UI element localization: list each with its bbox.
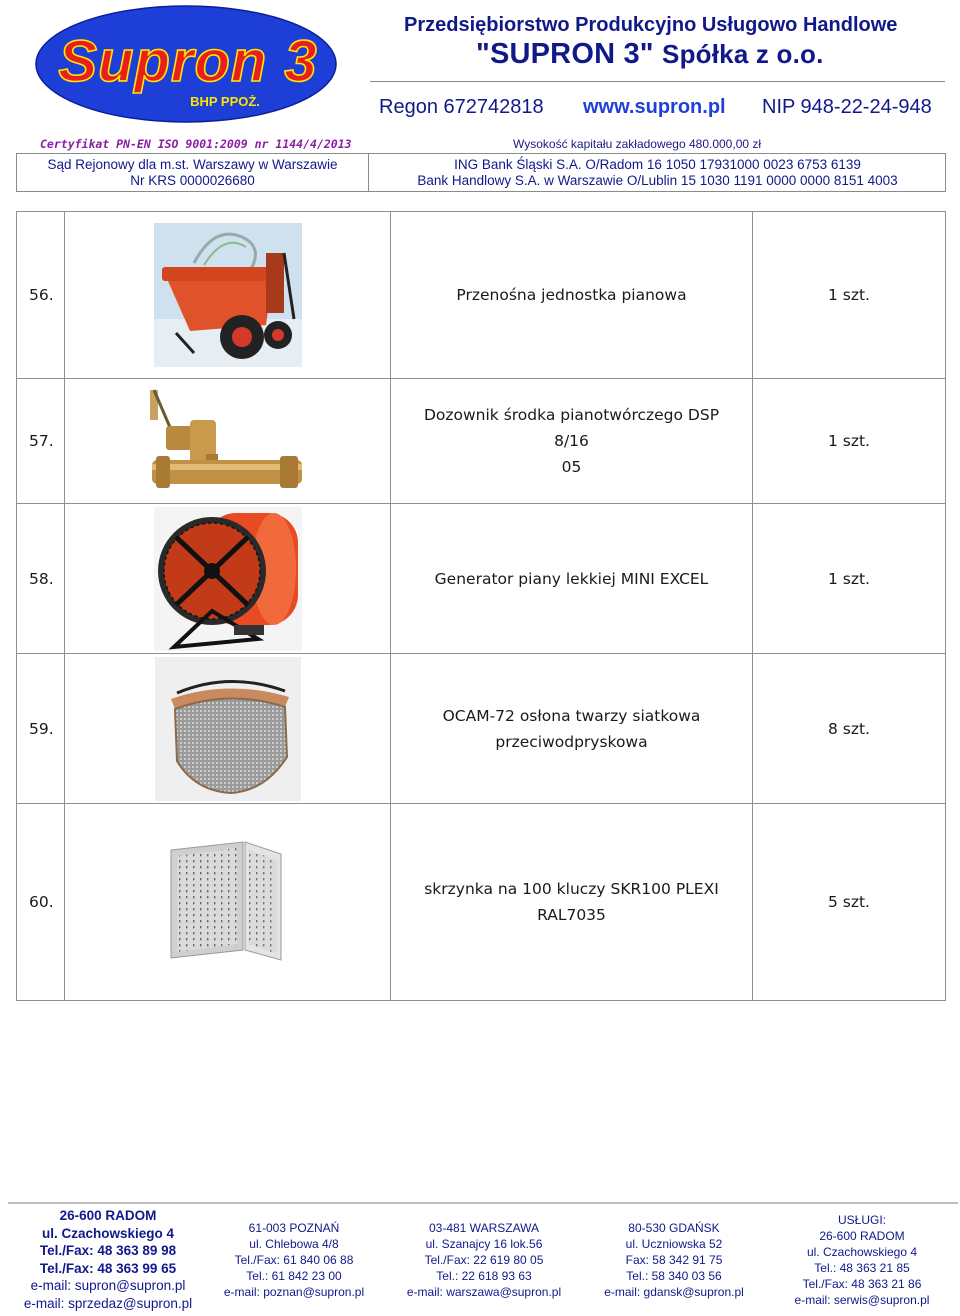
footer-radom-line: 26-600 RADOM	[59, 1208, 157, 1223]
item-quantity: 1 szt.	[753, 504, 946, 654]
footer-uslugi-line: Tel./Fax: 48 363 21 86	[802, 1277, 922, 1291]
footer-poznan	[214, 1220, 374, 1300]
item-number: 60.	[17, 804, 65, 1001]
footer-warszawa-line: Tel.: 22 618 93 63	[436, 1269, 532, 1283]
iso-certificate: Certyfikat PN-EN ISO 9001:2009 nr 1144/4/2013	[40, 137, 352, 151]
footer-gdansk-line: 80-530 GDAŃSK	[628, 1221, 720, 1235]
footer-poznan-line: ul. Chlebowa 4/8	[249, 1237, 339, 1251]
court-name: Sąd Rejonowy dla m.st. Warszawy w Warszawie	[47, 157, 338, 172]
company-form: Spółka z o.o.	[662, 39, 824, 69]
court-registration	[17, 157, 368, 189]
item-image-cell	[65, 212, 391, 379]
footer	[8, 1202, 958, 1316]
item-description	[391, 504, 753, 654]
footer-warszawa-email[interactable]: e-mail: warszawa@supron.pl	[406, 1285, 562, 1299]
footer-gdansk-line: Tel.: 58 340 03 56	[626, 1269, 722, 1283]
footer-poznan-line: Tel.: 61 842 23 00	[246, 1269, 342, 1283]
regon-number: Regon 672742818	[379, 96, 544, 118]
item-image-cell	[65, 379, 391, 504]
footer-radom-email[interactable]: e-mail: sprzedaz@supron.pl	[23, 1295, 193, 1311]
item-quantity: 1 szt.	[753, 212, 946, 379]
footer-warszawa-line: ul. Szanajcy 16 lok.56	[425, 1237, 543, 1251]
footer-poznan-line: 61-003 POZNAŃ	[248, 1221, 340, 1235]
company-name-line2	[476, 38, 824, 71]
footer-warszawa	[400, 1220, 568, 1300]
item-image-cell	[65, 504, 391, 654]
key-cabinet-image	[169, 840, 287, 964]
footer-uslugi	[780, 1212, 944, 1308]
item-description-line2: 05	[561, 458, 582, 476]
table-row	[17, 379, 946, 504]
footer-uslugi-line: Tel.: 48 363 21 85	[814, 1261, 910, 1275]
foam-unit-cart-image	[154, 223, 302, 367]
item-number: 58.	[17, 504, 65, 654]
table-row	[17, 804, 946, 1001]
nip-number: NIP 948-22-24-948	[762, 96, 932, 118]
footer-gdansk-email[interactable]: e-mail: gdansk@supron.pl	[604, 1285, 744, 1299]
item-description-line1: Generator piany lekkiej MINI EXCEL	[434, 569, 709, 588]
items-table	[16, 211, 946, 1001]
supron-logo	[35, 5, 337, 123]
footer-uslugi-line: ul. Czachowskiego 4	[806, 1245, 918, 1259]
krs-number: Nr KRS 0000026680	[130, 173, 255, 188]
company-name-line1: Przedsiębiorstwo Produkcyjno Usługowo Handlowe	[404, 14, 898, 36]
footer-uslugi-line: USŁUGI:	[837, 1213, 886, 1227]
foam-generator-fan-image	[154, 507, 302, 651]
item-number: 56.	[17, 212, 65, 379]
item-quantity: 8 szt.	[753, 654, 946, 804]
item-quantity: 5 szt.	[753, 804, 946, 1001]
footer-radom-line: Tel./Fax: 48 363 89 98	[39, 1243, 177, 1258]
item-description	[391, 212, 753, 379]
footer-radom-line: ul. Czachowskiego 4	[41, 1225, 175, 1241]
item-description-line2: RAL7035	[537, 906, 606, 924]
item-image-cell	[65, 654, 391, 804]
footer-gdansk-line: Fax: 58 342 91 75	[625, 1253, 723, 1267]
footer-radom	[8, 1207, 208, 1312]
item-image-cell	[65, 804, 391, 1001]
bank-account-ing: ING Bank Śląski S.A. O/Radom 16 1050 17931000 0023 6753 6139	[454, 157, 861, 172]
footer-warszawa-line: 03-481 WARSZAWA	[428, 1221, 540, 1235]
item-number: 57.	[17, 379, 65, 504]
footer-gdansk	[594, 1220, 754, 1300]
item-description-line1: skrzynka na 100 kluczy SKR100 PLEXI	[424, 880, 719, 898]
company-brand: "SUPRON 3"	[476, 38, 654, 70]
item-description-line1: Przenośna jednostka pianowa	[456, 286, 687, 304]
bank-accounts	[369, 157, 946, 189]
table-row	[17, 212, 946, 379]
item-description-line2: przeciwodpryskowa	[495, 732, 648, 751]
footer-warszawa-line: Tel./Fax: 22 619 80 05	[424, 1253, 544, 1267]
footer-uslugi-line: 26-600 RADOM	[819, 1229, 905, 1243]
footer-poznan-email[interactable]: e-mail: poznan@supron.pl	[223, 1285, 365, 1299]
logo-wordmark: Supron 3	[58, 29, 318, 94]
item-description	[391, 654, 753, 804]
item-description-line1: Dozownik środka pianotwórczego DSP 8/16	[423, 406, 720, 450]
brass-dosing-pipe-image	[148, 382, 308, 500]
mesh-face-shield-image	[155, 657, 301, 801]
item-description	[391, 804, 753, 1001]
item-quantity: 1 szt.	[753, 379, 946, 504]
item-number: 59.	[17, 654, 65, 804]
table-row	[17, 654, 946, 804]
logo-subtitle: BHP PPOŻ.	[190, 94, 260, 109]
footer-gdansk-line: ul. Uczniowska 52	[625, 1237, 723, 1251]
footer-poznan-line: Tel./Fax: 61 840 06 88	[234, 1253, 354, 1267]
item-description-line1: OCAM-72 osłona twarzy siatkowa	[442, 706, 701, 725]
bank-account-handlowy: Bank Handlowy S.A. w Warszawie O/Lublin 15 1030 1191 0000 0000 8151 4003	[417, 173, 898, 188]
footer-radom-line: Tel./Fax: 48 363 99 65	[39, 1260, 177, 1276]
footer-uslugi-email[interactable]: e-mail: serwis@supron.pl	[794, 1293, 930, 1307]
website-link[interactable]: www.supron.pl	[583, 96, 726, 118]
share-capital: Wysokość kapitału zakładowego 480.000,00 zł	[513, 137, 762, 151]
header-divider	[370, 81, 945, 82]
item-description	[391, 379, 753, 504]
footer-radom-email[interactable]: e-mail: supron@supron.pl	[30, 1278, 186, 1293]
table-row	[17, 504, 946, 654]
registration-info-box	[16, 153, 946, 192]
